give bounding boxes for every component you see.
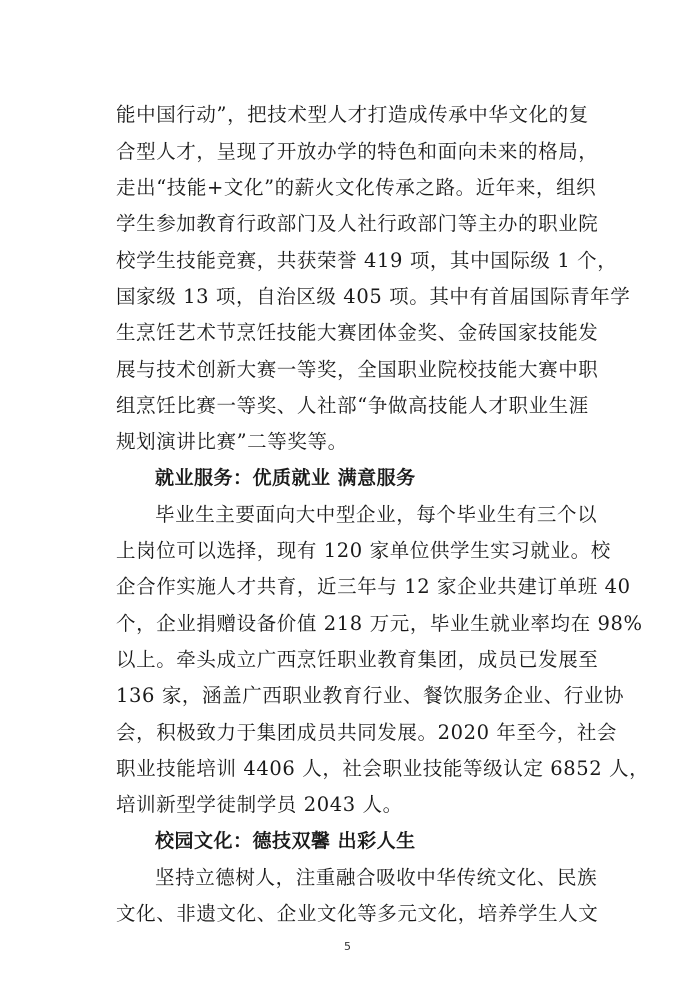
text-line: 规划演讲比赛”二等奖等。 (116, 430, 348, 453)
text-line: 生烹饪艺术节烹饪技能大赛团体金奖、金砖国家技能发 (116, 321, 599, 344)
text-line: 展与技术创新大赛一等奖，全国职业院校技能大赛中职 (116, 358, 599, 381)
text-line: 个，企业捐赠设备价值 218 万元，毕业生就业率均在 98% (116, 612, 643, 635)
text-line: 文化、非遗文化、企业文化等多元文化，培养学生人文 (116, 902, 599, 925)
text-line: 企合作实施人才共育，近三年与 12 家企业共建订单班 40 (116, 575, 631, 598)
text-line: 上岗位可以选择，现有 120 家单位供学生实习就业。校 (116, 539, 611, 562)
text-line: 组烹饪比赛一等奖、人社部“争做高技能人才职业生涯 (116, 394, 589, 417)
text-line: 毕业生主要面向大中型企业，每个毕业生有三个以 (155, 503, 598, 526)
text-line: 国家级 13 项，自治区级 405 项。其中有首届国际青年学 (116, 285, 631, 308)
text-line: 坚持立德树人，注重融合吸收中华传统文化、民族 (155, 866, 598, 889)
text-line: 学生参加教育行政部门及人社行政部门等主办的职业院 (116, 212, 599, 235)
text-line: 136 家，涵盖广西职业教育行业、餐饮服务企业、行业协 (116, 684, 625, 707)
section-heading: 就业服务：优质就业 满意服务 (155, 467, 416, 489)
text-line: 培训新型学徒制学员 2043 人。 (116, 793, 403, 816)
text-line: 职业技能培训 4406 人，社会职业技能等级认定 6852 人， (116, 757, 650, 780)
text-line: 能中国行动”，把技术型人才打造成传承中华文化的复 (116, 103, 589, 126)
text-line: 校学生技能竞赛，共获荣誉 419 项，其中国际级 1 个， (116, 249, 618, 272)
section-heading: 校园文化：德技双馨 出彩人生 (155, 830, 416, 852)
text-line: 会，积极致力于集团成员共同发展。2020 年至今，社会 (116, 721, 618, 744)
text-line: 以上。牵头成立广西烹饪职业教育集团，成员已发展至 (116, 648, 599, 671)
text-line: 合型人才，呈现了开放办学的特色和面向未来的格局， (116, 140, 599, 163)
text-line: 走出“技能+文化”的薪火文化传承之路。近年来，组织 (116, 176, 597, 199)
page-number: 5 (344, 940, 351, 953)
